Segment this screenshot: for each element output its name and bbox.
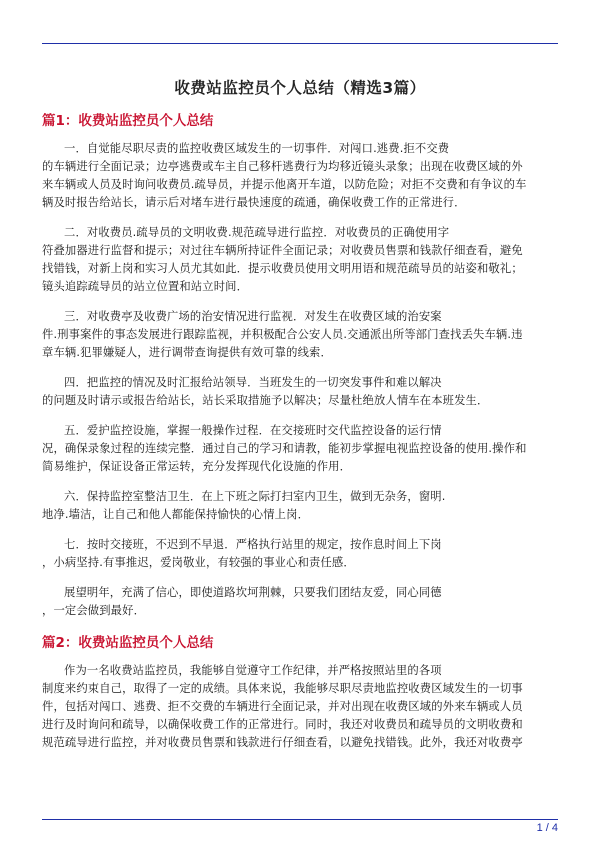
paragraph-line: 符叠加器进行监督和提示；对过往车辆所持证件全面记录；对收费员售票和钱款仔细查看，避免 [42,244,523,257]
section-1-body [42,140,558,620]
paragraph [42,308,558,362]
paragraph-line: 四．把监控的情况及时汇报给站领导．当班发生的一切突发事件和难以解决 [64,376,442,389]
paragraph-line: 六．保持监控室整洁卫生．在上下班之际打扫室内卫生，做到无杂务，窗明. [64,490,446,503]
paragraph-line: 制度来约束自己，取得了一定的成绩。具体来说，我能够尽职尽责地监控收费区域发生的一切事 [42,682,523,695]
paragraph [42,488,558,524]
document-body [42,44,558,814]
paragraph-line: 展望明年，充满了信心，即使道路坎坷荆棘，只要我们团结友爱，同心同德 [64,586,442,599]
paragraph-line: 进行及时询问和疏导，以确保收费工作的正常进行。同时，我还对收费员和疏导员的文明收费和 [42,718,523,731]
paragraph-line: 章车辆.犯罪嫌疑人，进行调带查询提供有效可靠的线索． [42,346,332,359]
paragraph-line: 找错钱，对新上岗和实习人员尤其如此．提示收费员使用文明用语和规范疏导员的站姿和敬礼； [42,262,523,275]
paragraph [42,422,558,476]
page-number: 1 / 4 [536,822,558,834]
paragraph [42,374,558,410]
paragraph-line: 件.刑事案件的事态发展进行跟踪监视，并积极配合公安人员.交通派出所等部门查找丢失车辆.违 [42,328,523,341]
paragraph-line: 的问题及时请示或报告给站长，站长采取措施予以解决；尽量杜绝放人情车在本班发生． [42,394,489,407]
paragraph-line: 五．爱护监控设施，掌握一般操作过程．在交接班时交代监控设备的运行情 [64,424,442,437]
document-title: 收费站监控员个人总结（精选3篇） [174,79,426,97]
paragraph-line: 镜头追踪疏导员的站立位置和站立时间． [42,280,249,293]
paragraph-line: 作为一名收费站监控员，我能够自觉遵守工作纪律，并严格按照站里的各项 [64,664,442,677]
paragraph-line: 三．对收费亭及收费广场的治安情况进行监视．对发生在收费区域的治安案 [64,310,442,323]
paragraph-line: 规范疏导进行监控，并对收费员售票和钱款进行仔细查看，以避免找错钱。此外，我还对收费亭 [42,736,523,749]
paragraph-line: 七．按时交接班，不迟到不早退．严格执行站里的规定，按作息时间上下岗 [64,538,442,551]
paragraph-line: 地净.墙洁，让自己和他人都能保持愉快的心情上岗． [42,508,310,521]
section-1-heading: 篇1：收费站监控员个人总结 [42,113,214,129]
paragraph-line: 件，包括对闯口、逃费、拒不交费的车辆进行全面记录，并对出现在收费区域的外来车辆或人员 [42,700,523,713]
paragraph [42,662,558,752]
section-2-body [42,662,558,752]
paragraph-line: 一．自觉能尽职尽责的监控收费区域发生的一切事件．对闯口.逃费.拒不交费 [64,142,450,155]
paragraph-line: ，一定会做到最好． [42,604,146,617]
paragraph-line: 辆及时报告给站长，请示后对堵车进行最快速度的疏通，确保收费工作的正常进行． [42,196,466,209]
paragraph-line: 况，确保录象过程的连续完整．通过自己的学习和请教，能初步掌握电视监控设备的使用.操作和 [42,442,527,455]
paragraph-line: 简易维护，保证设备正常运转，充分发挥现代化设施的作用． [42,460,352,473]
paragraph [42,584,558,620]
paragraph [42,536,558,572]
section-2-heading: 篇2：收费站监控员个人总结 [42,635,214,651]
paragraph [42,224,558,296]
paragraph-line: 二．对收费员.疏导员的文明收费.规范疏导进行监控．对收费员的正确使用字 [64,226,450,239]
paragraph-line: ，小病坚持.有事推迟，爱岗敬业，有较强的事业心和责任感． [42,556,355,569]
paragraph-line: 来车辆或人员及时询问收费员.疏导员，并提示他离开车道，以防危险；对拒不交费和有争议的车 [42,178,527,191]
paragraph [42,140,558,212]
footer-rule [42,819,558,820]
paragraph-line: 的车辆进行全面记录；边亭逃费或车主自己移杆逃费行为均移近镜头录象；出现在收费区域的外 [42,160,523,173]
